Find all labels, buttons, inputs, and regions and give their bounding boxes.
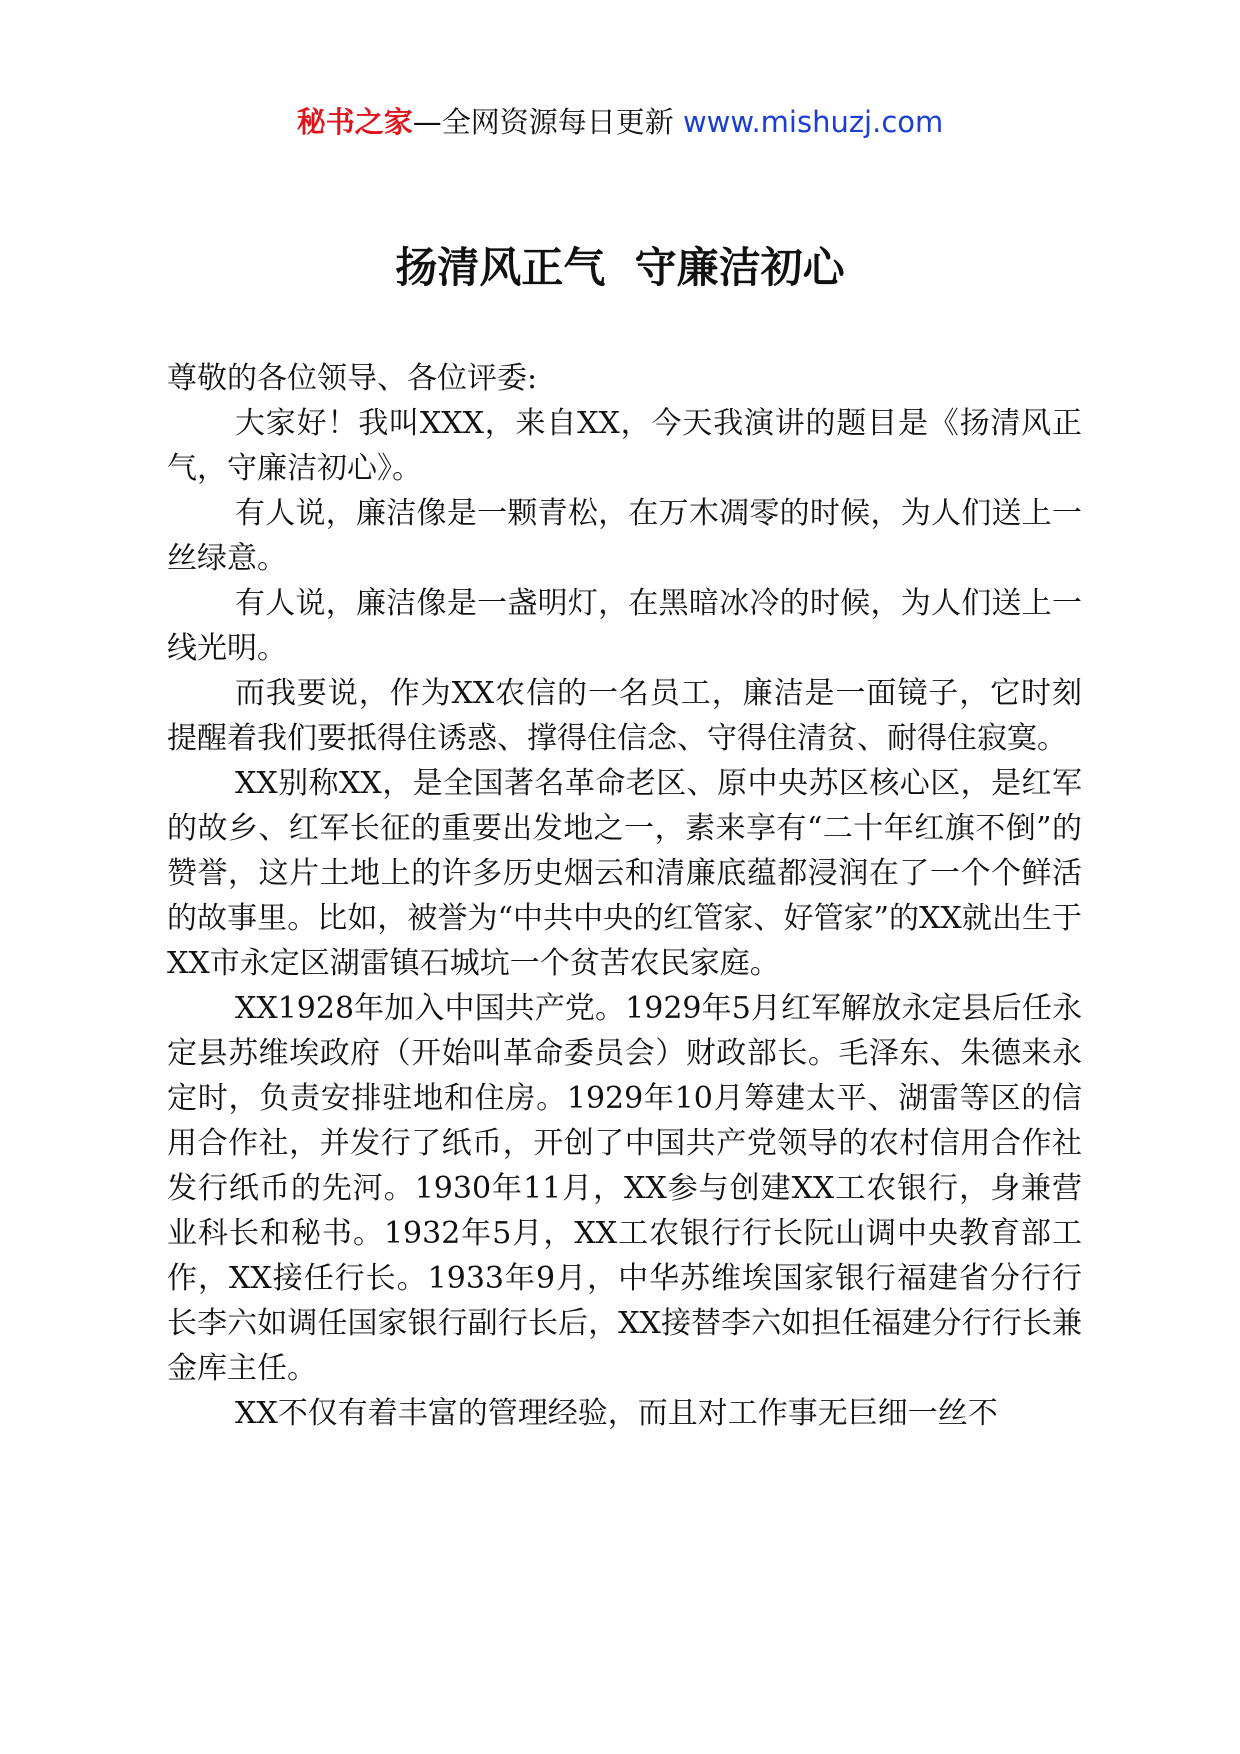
document-title: 扬清风正气 守廉洁初心 <box>395 243 845 292</box>
paragraph-lamp: 有人说，廉洁像是一盏明灯，在黑暗冰冷的时候，为人们送上一线光明。 <box>167 586 1082 666</box>
website-link[interactable]: www.mishuzj.com <box>682 105 944 139</box>
paragraph-intro: 大家好！我叫XXX，来自XX，今天我演讲的题目是《扬清风正气，守廉洁初心》。 <box>167 406 1082 486</box>
paragraph-mirror: 而我要说，作为XX农信的一名员工，廉洁是一面镜子，它时刻提醒着我们要抵得住诱惑、撑得住信念、守得住清贫、耐得住寂寞。 <box>167 676 1082 756</box>
page-header <box>0 102 1240 142</box>
paragraph-experience: XX不仅有着丰富的管理经验，而且对工作事无巨细一丝不 <box>235 1396 998 1431</box>
paragraph-biography: XX1928年加入中国共产党。1929年5月红军解放永定县后任永定县苏维埃政府（开始叫革命委员会）财政部长。毛泽东、朱德来永定时，负责安排驻地和住房。1929年10月筹建太平、湖雷等区的信用合作社，并发行了纸币，开创了中国共产党领导的农村信用合作社发行纸币的先河。1930年11月，XX参与创建XX工农银行，身兼营业科长和秘书。1932年5月，XX工农银行行长阮山调中央教育部工作，XX接任行长。1933年9月，中华苏维埃国家银行福建省分行行长李六如调任国家银行副行长后，XX接替李六如担任福建分行行长兼金库主任。 <box>167 991 1082 1386</box>
document-body <box>167 356 1082 1436</box>
brand-name: 秘书之家 <box>296 105 413 139</box>
salutation: 尊敬的各位领导、各位评委: <box>167 361 538 396</box>
paragraph-pine: 有人说，廉洁像是一颗青松，在万木凋零的时候，为人们送上一丝绿意。 <box>167 496 1082 576</box>
header-slogan: —全网资源每日更新 <box>412 105 683 139</box>
paragraph-history: XX别称XX，是全国著名革命老区、原中央苏区核心区，是红军的故乡、红军长征的重要出发地之一，素来享有“二十年红旗不倒”的赞誉，这片土地上的许多历史烟云和清廉底蕴都浸润在了一个个鲜活的故事里。比如，被誉为“中共中央的红管家、好管家”的XX就出生于XX市永定区湖雷镇石城坑一个贫苦农民家庭。 <box>167 766 1082 981</box>
